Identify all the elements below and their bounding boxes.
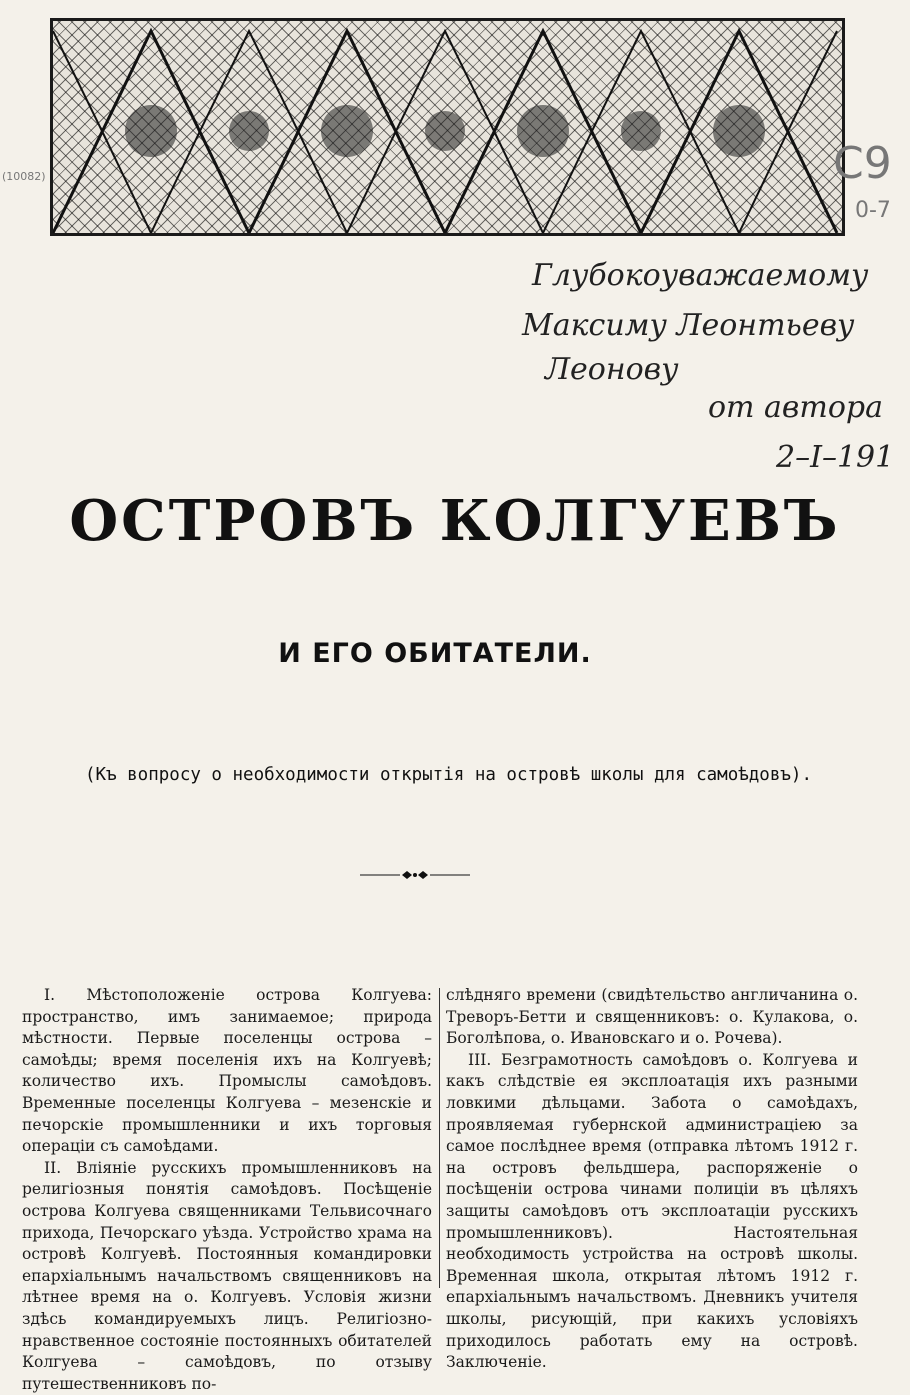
contents-right-column xyxy=(446,985,858,1374)
margin-stamp-top: С9 xyxy=(833,138,892,189)
margin-stamp-bottom: 0-7 xyxy=(855,198,891,223)
inscription-date: 2–I–191 xyxy=(776,440,895,475)
ornamental-divider xyxy=(360,868,470,882)
inscription-line-3: Леонову xyxy=(545,352,679,387)
contents-left-column xyxy=(22,985,432,1395)
margin-catalog-number: (10082) xyxy=(2,170,46,183)
inscription-line-1: Глубокоуважаемому xyxy=(532,258,869,293)
contents-paragraph-2-continued: слѣдняго времени (свидѣтельство англичанина о. Треворъ-Бетти и священниковъ: о. Кулакова, о. Боголѣпова, о. Ивановскаго и о. Рочева). xyxy=(446,986,858,1048)
page-title: ОСТРОВЪ КОЛГУЕВЪ xyxy=(69,488,841,554)
ornamental-banner xyxy=(50,18,845,236)
column-divider xyxy=(439,988,440,1288)
inscription-line-4: от автора xyxy=(708,390,883,425)
title-note: (Къ вопросу о необходимости открытія на островѣ школы для самоѣдовъ). xyxy=(85,765,812,785)
page-subtitle: И ЕГО ОБИТАТЕЛИ. xyxy=(278,638,592,669)
contents-paragraph-3: III. Безграмотность самоѣдовъ о. Колгуева и какъ слѣдствіе ея эксплоатація ихъ разными ловкими дѣльцами. Забота о самоѣдахъ, проявляемая губернской администраціею за самое послѣднее время (отправка лѣтомъ 1912 г. на островъ фельдшера, распоряженіе о посѣщеніи острова чинами полиціи въ цѣляхъ защиты самоѣдовъ отъ эксплоатаціи русскихъ промышленниковъ). Настоятельная необходимость устройства на островѣ школы. Временная школа, открытая лѣтомъ 1912 г. епархіальнымъ начальствомъ. Дневникъ учителя школы, рисующій, при какихъ условіяхъ приходилось работать ему на островѣ. Заключеніе. xyxy=(446,1050,858,1372)
banner-diamond-pattern xyxy=(53,21,842,233)
contents-paragraph-1: I. Мѣстоположеніе острова Колгуева: пространство, имъ занимаемое; природа мѣстности. Первые поселенцы острова – самоѣды; время поселенія ихъ на Колгуевѣ; количество ихъ. Промыслы самоѣдовъ. Временные поселенцы Колгуева – мезенскіе и печорскіе промышленники и ихъ торговыя операціи съ самоѣдами. xyxy=(22,986,432,1156)
contents-paragraph-2: II. Вліяніе русскихъ промышленниковъ на религіозныя понятія самоѣдовъ. Посѣщеніе острова Колгуева священниками Тельвисочнаго прихода, Печорскаго уѣзда. Устройство храма на островѣ Колгуевѣ. Постоянныя командировки епархіальнымъ начальствомъ священниковъ на лѣтнее время на о. Колгуевъ. Условія жизни здѣсь командируемыхъ лицъ. Религіозно-нравственное состояніе постоянныхъ обитателей Колгуева – самоѣдовъ, по отзыву путешественниковъ по- xyxy=(22,1158,432,1393)
inscription-line-2: Максиму Леонтьеву xyxy=(522,308,855,343)
